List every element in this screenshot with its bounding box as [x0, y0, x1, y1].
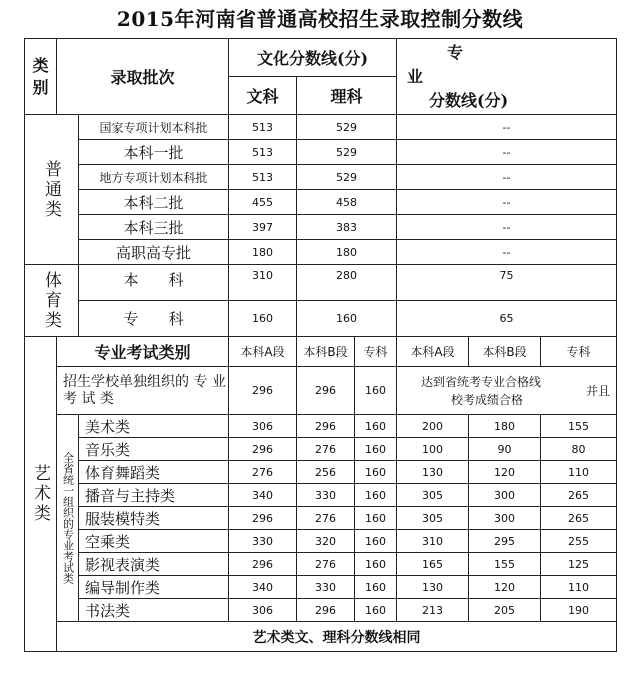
yishu-tongkao-row [25, 438, 617, 461]
putong-batch: 本科一批 [79, 140, 229, 165]
yishu-subheader-row [25, 337, 617, 367]
header-batch: 录取批次 [57, 39, 229, 115]
yishu-tongkao-label: 全省统一组织的专业考试类 [57, 415, 79, 622]
header-category [25, 39, 57, 115]
yishu-cell: 276 [297, 553, 355, 576]
tiyu-like: 280 [297, 265, 397, 301]
yishu-tongkao-row [25, 576, 617, 599]
yishu-danzhao-label: 招生学校单独组织的 专 业 考 试 类 [57, 367, 229, 415]
putong-like: 529 [297, 140, 397, 165]
yishu-cell: 265 [541, 507, 617, 530]
putong-like: 529 [297, 115, 397, 140]
yishu-cell: 265 [541, 484, 617, 507]
yishu-cell: 165 [397, 553, 469, 576]
yishu-cell: 160 [355, 553, 397, 576]
putong-wenke: 513 [229, 140, 297, 165]
yishu-cell: 160 [355, 576, 397, 599]
putong-batch: 高职高专批 [79, 240, 229, 265]
yishu-item-name: 影视表演类 [79, 553, 229, 576]
yishu-tongkao-row [25, 530, 617, 553]
yishu-item-name: 空乘类 [79, 530, 229, 553]
header-category-text: 类别 [32, 55, 49, 97]
putong-zhuanye: -- [397, 215, 617, 240]
yishu-cell: 295 [469, 530, 541, 553]
yishu-cell: 130 [397, 576, 469, 599]
yishu-danzhao-value: 296 [297, 367, 355, 415]
yishu-footer-row [25, 622, 617, 652]
putong-batch: 国家专项计划本科批 [79, 115, 229, 140]
tiyu-label: 体育类 [25, 265, 79, 337]
yishu-cell: 330 [297, 576, 355, 599]
yishu-tongkao-row [25, 484, 617, 507]
page-title: 2015年河南省普通高校招生录取控制分数线 [116, 7, 524, 31]
tiyu-row [25, 265, 617, 301]
yishu-cell: 300 [469, 484, 541, 507]
putong-wenke: 397 [229, 215, 297, 240]
yishu-cell: 120 [469, 461, 541, 484]
yishu-danzhao-value: 296 [229, 367, 297, 415]
putong-like: 458 [297, 190, 397, 215]
putong-row [25, 190, 617, 215]
tiyu-wenke: 310 [229, 265, 297, 301]
yishu-cell: 213 [397, 599, 469, 622]
header-like: 理科 [297, 77, 397, 115]
putong-zhuanye: -- [397, 115, 617, 140]
yishu-footer-note: 艺术类文、理科分数线相同 [57, 622, 617, 652]
putong-wenke: 180 [229, 240, 297, 265]
putong-row [25, 215, 617, 240]
yishu-exam-type: 专业考试类别 [57, 337, 229, 367]
yishu-cell: 276 [297, 507, 355, 530]
yishu-cell: 160 [355, 415, 397, 438]
yishu-cell: 256 [297, 461, 355, 484]
yishu-cell: 205 [469, 599, 541, 622]
yishu-danzhao-row [25, 367, 617, 415]
yishu-danzhao-note-c [403, 383, 614, 409]
yishu-cell: 330 [229, 530, 297, 553]
tiyu-row [25, 301, 617, 337]
header-culture-score: 文化分数线(分) [229, 39, 397, 77]
yishu-cell: 305 [397, 484, 469, 507]
yishu-col-header: 本科A段 [397, 337, 469, 367]
tiyu-zhuanye: 75 [397, 265, 617, 301]
score-table [24, 38, 617, 652]
yishu-danzhao-note-b: 并且 [586, 383, 611, 398]
putong-row [25, 165, 617, 190]
yishu-tongkao-row [25, 415, 617, 438]
yishu-cell: 180 [469, 415, 541, 438]
tiyu-wenke: 160 [229, 301, 297, 337]
putong-row [25, 240, 617, 265]
yishu-cell: 296 [297, 599, 355, 622]
yishu-cell: 255 [541, 530, 617, 553]
yishu-danzhao-value: 160 [355, 367, 397, 415]
yishu-cell: 120 [469, 576, 541, 599]
yishu-cell: 80 [541, 438, 617, 461]
yishu-col-header: 本科A段 [229, 337, 297, 367]
yishu-danzhao-note [397, 367, 617, 415]
yishu-cell: 155 [469, 553, 541, 576]
header-zhuanye-line3: 分数线(分) [429, 90, 509, 110]
yishu-cell: 296 [229, 553, 297, 576]
yishu-cell: 276 [229, 461, 297, 484]
putong-zhuanye: -- [397, 190, 617, 215]
yishu-tongkao-row [25, 507, 617, 530]
yishu-cell: 160 [355, 530, 397, 553]
yishu-cell: 110 [541, 576, 617, 599]
yishu-tongkao-row [25, 461, 617, 484]
yishu-cell: 296 [297, 415, 355, 438]
yishu-cell: 190 [541, 599, 617, 622]
header-zhuanye-score [397, 39, 617, 115]
yishu-col-header: 专科 [355, 337, 397, 367]
putong-zhuanye: -- [397, 140, 617, 165]
yishu-item-name: 书法类 [79, 599, 229, 622]
yishu-cell: 306 [229, 599, 297, 622]
yishu-cell: 155 [541, 415, 617, 438]
yishu-item-name: 音乐类 [79, 438, 229, 461]
yishu-cell: 125 [541, 553, 617, 576]
yishu-danzhao-note-a: 达到省统考专业合格线 [421, 374, 542, 389]
yishu-cell: 160 [355, 599, 397, 622]
yishu-col-header: 专科 [541, 337, 617, 367]
putong-batch: 本科三批 [79, 215, 229, 240]
header-zhuanye-line1: 专 [447, 42, 464, 62]
yishu-cell: 296 [229, 438, 297, 461]
putong-wenke: 455 [229, 190, 297, 215]
yishu-item-name: 编导制作类 [79, 576, 229, 599]
header-zhuanye-line2: 业 [407, 66, 424, 86]
yishu-cell: 306 [229, 415, 297, 438]
yishu-cell: 130 [397, 461, 469, 484]
putong-like: 180 [297, 240, 397, 265]
putong-row [25, 115, 617, 140]
yishu-cell: 330 [297, 484, 355, 507]
putong-like: 529 [297, 165, 397, 190]
yishu-cell: 160 [355, 507, 397, 530]
putong-row [25, 140, 617, 165]
yishu-item-name: 美术类 [79, 415, 229, 438]
yishu-cell: 90 [469, 438, 541, 461]
yishu-col-header: 本科B段 [297, 337, 355, 367]
putong-zhuanye: -- [397, 165, 617, 190]
yishu-cell: 296 [229, 507, 297, 530]
putong-like: 383 [297, 215, 397, 240]
yishu-cell: 160 [355, 461, 397, 484]
header-row-1 [25, 39, 617, 77]
yishu-cell: 305 [397, 507, 469, 530]
putong-wenke: 513 [229, 165, 297, 190]
tiyu-batch: 本 科 [79, 265, 229, 301]
yishu-cell: 160 [355, 438, 397, 461]
putong-batch: 地方专项计划本科批 [79, 165, 229, 190]
putong-batch: 本科二批 [79, 190, 229, 215]
tiyu-batch: 专 科 [79, 301, 229, 337]
yishu-cell: 100 [397, 438, 469, 461]
yishu-label: 艺术类 [25, 337, 57, 652]
yishu-tongkao-row [25, 599, 617, 622]
yishu-cell: 340 [229, 576, 297, 599]
yishu-cell: 160 [355, 484, 397, 507]
putong-wenke: 513 [229, 115, 297, 140]
yishu-cell: 310 [397, 530, 469, 553]
header-wenke: 文科 [229, 77, 297, 115]
putong-label: 普通类 [25, 115, 79, 265]
yishu-item-name: 服装模特类 [79, 507, 229, 530]
tiyu-like: 160 [297, 301, 397, 337]
yishu-tongkao-row [25, 553, 617, 576]
yishu-cell: 276 [297, 438, 355, 461]
yishu-cell: 300 [469, 507, 541, 530]
yishu-cell: 110 [541, 461, 617, 484]
tiyu-zhuanye: 65 [397, 301, 617, 337]
yishu-cell: 340 [229, 484, 297, 507]
putong-zhuanye: -- [397, 240, 617, 265]
yishu-cell: 320 [297, 530, 355, 553]
yishu-item-name: 播音与主持类 [79, 484, 229, 507]
yishu-danzhao-note-c-text: 校考成绩合格 [451, 392, 524, 407]
yishu-col-header: 本科B段 [469, 337, 541, 367]
yishu-cell: 200 [397, 415, 469, 438]
yishu-item-name: 体育舞蹈类 [79, 461, 229, 484]
